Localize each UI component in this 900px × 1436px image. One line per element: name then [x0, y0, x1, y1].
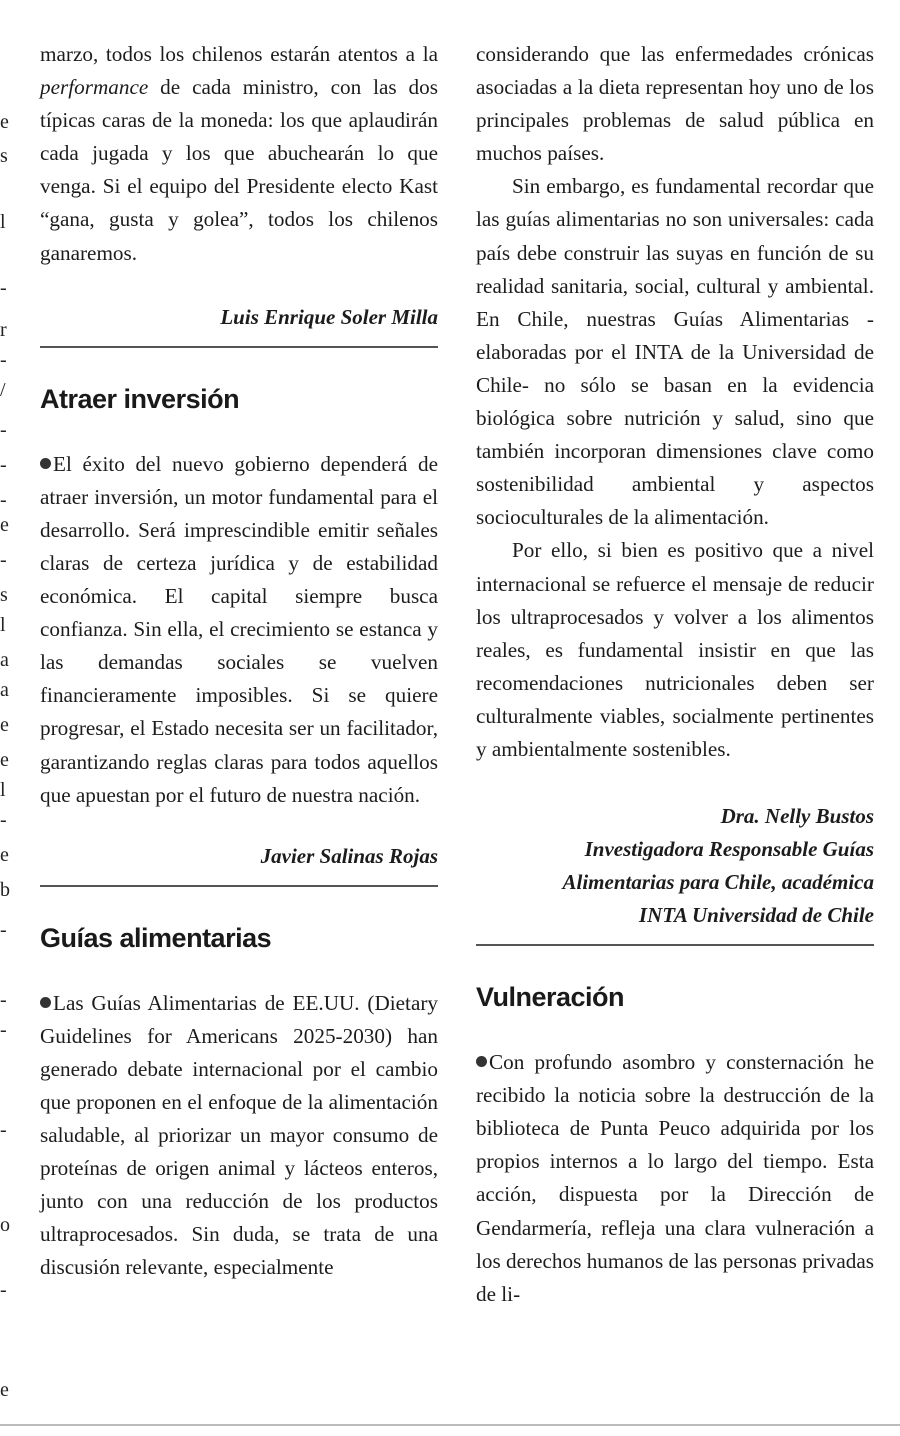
margin-fragment: s	[0, 584, 8, 606]
signature-bustos-role: Investigadora Responsable Guías	[584, 837, 874, 862]
margin-fragment: a	[0, 649, 9, 671]
margin-fragment: -	[0, 489, 7, 511]
paragraph-por-ello: Por ello, si bien es positivo que a nivel internacional se refuerce el mensaje de reducir los ultraprocesados y volver a los alimentos reales, es fundamental insistir en que las recomendaciones nutricionales deben ser culturalmente viables, socialmente pertinentes y ambientalmente sostenibles.	[476, 538, 874, 761]
right-column	[476, 38, 874, 1311]
signature-bustos-name: Dra. Nelly Bustos	[720, 804, 874, 829]
margin-fragment: e	[0, 844, 9, 866]
margin-fragment: -	[0, 549, 7, 571]
margin-fragment: a	[0, 679, 9, 701]
margin-fragment: -	[0, 277, 7, 299]
margin-fragment: o	[0, 1214, 10, 1236]
margin-fragment: e	[0, 749, 9, 771]
left-column	[40, 38, 438, 1285]
margin-fragment: l	[0, 614, 6, 636]
signature-salinas: Javier Salinas Rojas	[260, 843, 438, 868]
paragraph-guias: Las Guías Alimentarias de EE.UU. (Dietary Guidelines for Americans 2025-2030) han generado debate internacional por el cambio que proponen en el enfoque de la alimentación saludable, al priorizar un mayor consumo de proteínas de origen animal y lácteos enteros, junto con una reducción de los productos ultraprocesados. Sin duda, se trata de una discusión relevante, especialmente	[40, 990, 438, 1280]
margin-fragment: e	[0, 111, 9, 133]
signature-bustos-affiliation: INTA Universidad de Chile	[638, 903, 874, 928]
margin-fragment: b	[0, 879, 10, 901]
margin-fragment: -	[0, 1279, 7, 1301]
bullet-icon	[40, 997, 51, 1008]
margin-fragment: /	[0, 379, 6, 401]
carryover-paragraph: marzo, todos los chilenos estarán atentos a la performance de cada ministro, con las dos típicas caras de la moneda: los que aplaudirán cada jugada y los que abuchearán lo que venga. Si el equipo del Presidente electo Kast “gana, gusta y golea”, todos los chilenos ganaremos.	[40, 42, 438, 265]
heading-atraer-inversion: Atraer inversión	[40, 383, 240, 414]
heading-guias-alimentarias: Guías alimentarias	[40, 922, 272, 953]
left-margin-fragments	[0, 0, 14, 1436]
margin-fragment: s	[0, 145, 8, 167]
margin-fragment: r	[0, 319, 7, 341]
page-bottom-rule	[0, 1424, 900, 1426]
margin-fragment: -	[0, 454, 7, 476]
margin-fragment: e	[0, 714, 9, 736]
signature-soler: Luis Enrique Soler Milla	[220, 304, 438, 329]
paragraph-vulneracion: Con profundo asombro y consternación he recibido la noticia sobre la destrucción de la biblioteca de Punta Peuco adquirida por los propios internos a lo largo del tiempo. Esta acción, dispuesta por la Dirección de Gendarmería, refleja una clara vulneración a los derechos humanos de las personas privadas de li-	[476, 1050, 874, 1306]
margin-fragment: e	[0, 1379, 9, 1401]
paragraph-sin-embargo: Sin embargo, es fundamental recordar que las guías alimentarias no son universales: cada país debe construir las suyas en función de su realidad sanitaria, social, cultural y ambiental. En Chile, nuestras Guías Alimentarias -elaboradas por el INTA de la Universidad de Chile- no sólo se basan en la evidencia biológica sobre nutrición y salud, sino que también incorporan dimensiones clave como sostenibilidad ambiental y aspectos socioculturales de la alimentación.	[476, 174, 874, 530]
performance-word: performance	[40, 75, 149, 100]
margin-fragment: -	[0, 1119, 7, 1141]
bullet-icon	[40, 458, 51, 469]
margin-fragment: -	[0, 989, 7, 1011]
margin-fragment: -	[0, 349, 7, 371]
margin-fragment: -	[0, 919, 7, 941]
margin-fragment: -	[0, 419, 7, 441]
signature-bustos-role: Alimentarias para Chile, académica	[562, 870, 874, 895]
margin-fragment: l	[0, 779, 6, 801]
margin-fragment: -	[0, 1019, 7, 1041]
paragraph-continuation: considerando que las enfermedades crónicas asociadas a la dieta representan hoy uno de los principales problemas de salud pública en muchos países.	[476, 42, 874, 166]
paragraph-inversion: El éxito del nuevo gobierno dependerá de atraer inversión, un motor fundamental para el desarrollo. Será imprescindible emitir señales claras de certeza jurídica y de estabilidad económica. El capital siempre busca confianza. Sin ella, el crecimiento se estanca y las demandas sociales se vuelven financieramente imposibles. Si se quiere progresar, el Estado necesita ser un facilitador, garantizando reglas claras para todos aquellos que apuestan por el futuro de nuestra nación.	[40, 451, 438, 807]
margin-fragment: l	[0, 211, 6, 233]
margin-fragment: e	[0, 514, 9, 536]
margin-fragment: -	[0, 809, 7, 831]
bullet-icon	[476, 1056, 487, 1067]
heading-vulneracion: Vulneración	[476, 982, 625, 1013]
